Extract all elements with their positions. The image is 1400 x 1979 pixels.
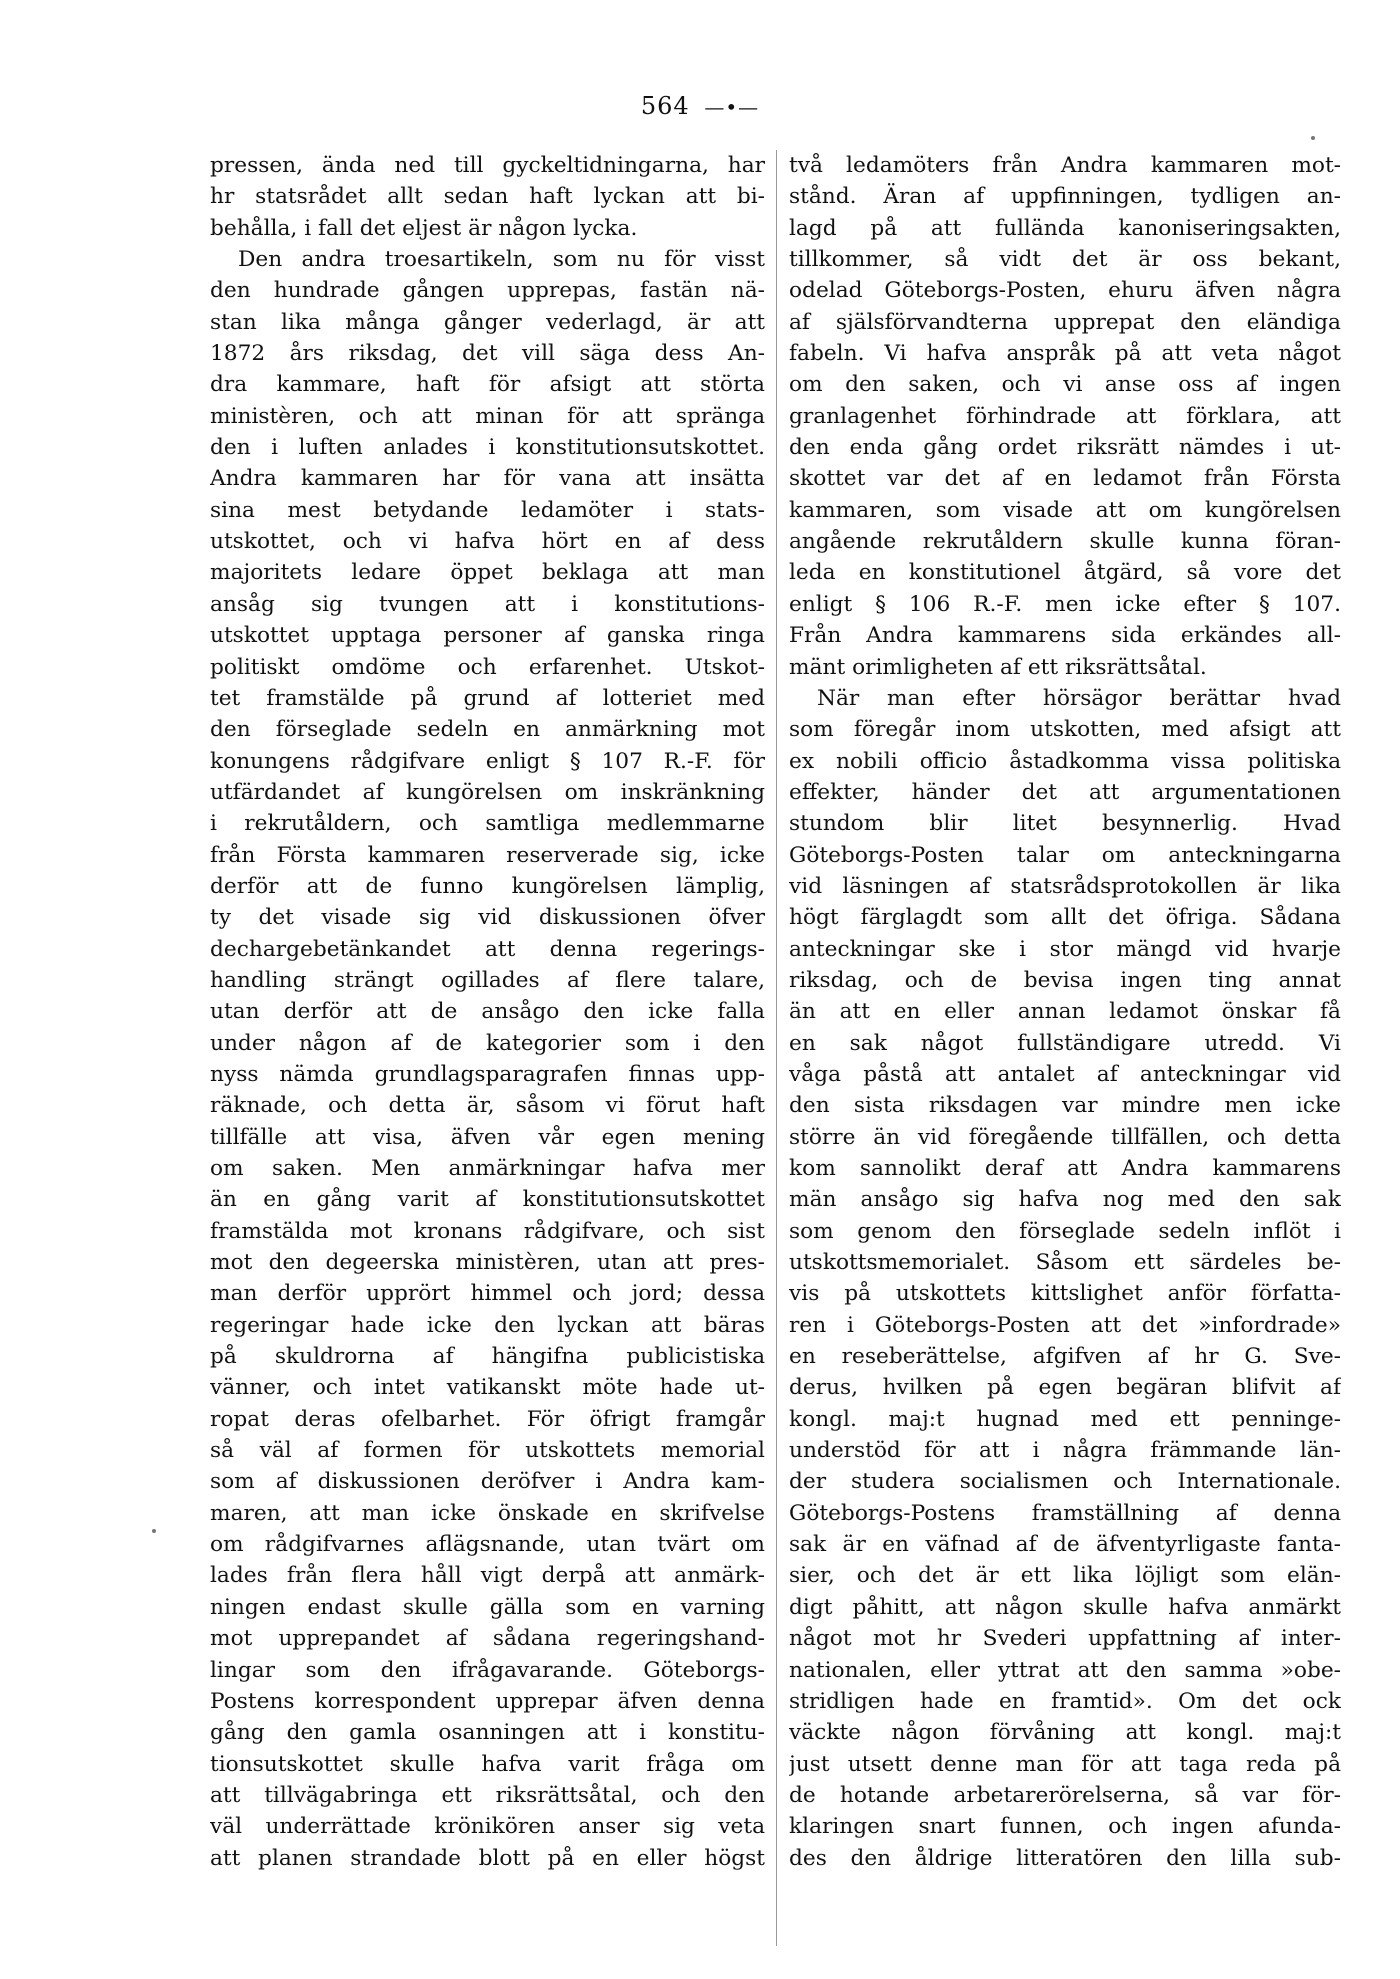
text-line: riksdag, och de bevisa ingen ting annat bbox=[789, 967, 1341, 993]
text-line: än att en eller annan ledamot önskar få bbox=[789, 999, 1341, 1025]
text-line: nyss nämda grundlagsparagrafen finnas upp- bbox=[210, 1061, 765, 1087]
text-line: man derför upprört himmel och jord; dessa bbox=[210, 1281, 765, 1307]
text-line: så väl af formen för utskottets memorial bbox=[210, 1438, 765, 1464]
text-line: nationalen, eller yttrat att den samma »obe- bbox=[789, 1657, 1341, 1683]
text-line: ningen endast skulle gälla som en varning bbox=[210, 1594, 765, 1620]
text-line: en sak något fullständigare utredd. Vi bbox=[789, 1030, 1341, 1056]
text-line: ministèren, och att minan för att spränga bbox=[210, 403, 765, 429]
text-line: att tillvägabringa ett riksrättsåtal, och den bbox=[210, 1782, 765, 1808]
text-line: stånd. Äran af uppfinningen, tydligen an- bbox=[789, 184, 1341, 210]
text-line: utskottsmemorialet. Såsom ett särdeles be- bbox=[789, 1250, 1341, 1276]
text-line: kongl. maj:t hugnad med ett penninge- bbox=[789, 1406, 1341, 1432]
text-line: något mot hr Svederi uppfattning af inter- bbox=[789, 1626, 1341, 1652]
text-line: stridligen hade en framtid». Om det ock bbox=[789, 1688, 1341, 1714]
text-line: politiskt omdöme och erfarenhet. Utskot- bbox=[210, 654, 765, 680]
text-line: på skuldrorna af hängifna publicistiska bbox=[210, 1344, 765, 1370]
text-line: vis på utskottets kittslighet anför författa- bbox=[789, 1281, 1341, 1307]
text-line: handling strängt ogillades af flere talare, bbox=[210, 967, 765, 993]
text-line: som föregår inom utskotten, med afsigt att bbox=[789, 717, 1341, 743]
text-line: af själsförvandterna upprepat den eländiga bbox=[789, 309, 1341, 335]
text-line: större än vid föregående tillfällen, och detta bbox=[789, 1124, 1341, 1150]
text-line: den sista riksdagen var mindre men icke bbox=[789, 1093, 1341, 1119]
text-line: två ledamöters från Andra kammaren mot- bbox=[789, 153, 1341, 178]
text-line: enligt § 106 R.-F. men icke efter § 107. bbox=[789, 591, 1341, 617]
text-line: utfärdandet af kungörelsen om inskränkning bbox=[210, 779, 765, 805]
text-line: anteckningar ske i stor mängd vid hvarje bbox=[789, 936, 1341, 962]
text-line: i rekrutåldern, och samtliga medlemmarne bbox=[210, 811, 765, 837]
text-line: derus, hvilken på egen begäran blifvit af bbox=[789, 1375, 1341, 1401]
text-line: våga påstå att antalet af anteckningar vid bbox=[789, 1061, 1341, 1087]
text-line: majoritets ledare öppet beklaga att man bbox=[210, 560, 765, 586]
text-line: gång den gamla osanningen att i konstitu- bbox=[210, 1720, 765, 1746]
text-line: utskottet, och vi hafva hört en af dess bbox=[210, 529, 765, 555]
text-line: Göteborgs-Posten talar om anteckningarna bbox=[789, 842, 1341, 868]
text-line: maren, att man icke önskade en skrifvelse bbox=[210, 1500, 765, 1526]
text-line: om den saken, och vi anse oss af ingen bbox=[789, 372, 1341, 398]
text-line: Från Andra kammarens sida erkändes all- bbox=[789, 623, 1341, 649]
text-line: kammaren, som visade att om kungörelsen bbox=[789, 497, 1341, 523]
text-line: derför att de funno kungörelsen lämplig, bbox=[210, 873, 765, 899]
text-line: den hundrade gången upprepas, fastän nä- bbox=[210, 278, 765, 304]
text-line: 1872 års riksdag, det vill säga dess An- bbox=[210, 341, 765, 367]
text-line: ropat deras ofelbarhet. För öfrigt framgår bbox=[210, 1406, 765, 1432]
text-line: dra kammare, haft för afsigt att störta bbox=[210, 372, 765, 398]
text-line: räknade, och detta är, såsom vi förut haft bbox=[210, 1093, 765, 1119]
text-line: effekter, händer det att argumentationen bbox=[789, 779, 1341, 805]
text-line: mot den degeerska ministèren, utan att pres- bbox=[210, 1250, 765, 1276]
text-line: tet framstälde på grund af lotteriet med bbox=[210, 685, 765, 711]
right-text-column bbox=[789, 150, 1341, 1970]
text-line: des den åldrige litteratören den lilla sub- bbox=[789, 1845, 1341, 1871]
text-line: Göteborgs-Postens framställning af denna bbox=[789, 1500, 1341, 1526]
text-line: När man efter hörsägor berättar hvad bbox=[817, 685, 1341, 711]
text-line: konungens rådgifvare enligt § 107 R.-F. för bbox=[210, 748, 765, 774]
text-line: regeringar hade icke den lyckan att bäras bbox=[210, 1312, 765, 1338]
text-line: digt påhitt, att någon skulle hafva anmärkt bbox=[789, 1594, 1341, 1620]
text-line: om saken. Men anmärkningar hafva mer bbox=[210, 1156, 765, 1181]
left-text-column bbox=[210, 150, 765, 1970]
text-line: den i luften anlades i konstitutionsutskottet. bbox=[210, 435, 765, 461]
text-line: der studera socialismen och Internationale. bbox=[789, 1469, 1341, 1495]
text-line: vid läsningen af statsrådsprotokollen är lika bbox=[789, 873, 1341, 899]
header-ornament: —•— bbox=[704, 95, 760, 119]
page-header bbox=[0, 92, 1400, 120]
text-line: stan lika många gånger vederlagd, är att bbox=[210, 309, 765, 335]
text-line: Den andra troesartikeln, som nu för visst bbox=[238, 247, 765, 273]
text-line: granlagenhet förhindrade att förklara, att bbox=[789, 403, 1341, 429]
text-line: den enda gång ordet riksrätt nämdes i ut- bbox=[789, 435, 1341, 461]
text-line: ren i Göteborgs-Posten att det »infordrade» bbox=[789, 1312, 1341, 1338]
text-line: som af diskussionen deröfver i Andra kam- bbox=[210, 1469, 765, 1495]
text-line: tionsutskottet skulle hafva varit fråga om bbox=[210, 1751, 765, 1777]
text-line: skottet var det af en ledamot från Första bbox=[789, 466, 1341, 492]
text-line: Postens korrespondent upprepar äfven denna bbox=[210, 1688, 765, 1714]
text-line: ty det visade sig vid diskussionen öfver bbox=[210, 905, 765, 931]
text-line: mot upprepandet af sådana regeringshand- bbox=[210, 1626, 765, 1652]
text-line: väckte någon förvåning att kongl. maj:t bbox=[789, 1720, 1341, 1746]
text-line: vänner, och intet vatikanskt möte hade ut- bbox=[210, 1375, 765, 1401]
text-line: just utsett denne man för att taga reda på bbox=[789, 1751, 1341, 1777]
text-line: dechargebetänkandet att denna regerings- bbox=[210, 936, 765, 962]
text-line: ex nobili officio åstadkomma vissa politiska bbox=[789, 748, 1341, 774]
text-line: understöd för att i några främmande län- bbox=[789, 1438, 1341, 1464]
text-line: sak är en väfnad af de äfventyrligaste fanta- bbox=[789, 1532, 1341, 1558]
text-line: den förseglade sedeln en anmärkning mot bbox=[210, 717, 765, 743]
text-line: lagd på att fullända kanoniseringsakten, bbox=[789, 215, 1341, 241]
text-line: ansåg sig tvungen att i konstitutions- bbox=[210, 591, 765, 617]
text-line: mänt orimligheten af ett riksrättsåtal. bbox=[789, 654, 1207, 680]
text-line: pressen, ända ned till gyckeltidningarna, har bbox=[210, 153, 765, 178]
text-line: utan derför att de ansågo den icke falla bbox=[210, 999, 765, 1025]
text-line: högt färglagdt som allt det öfriga. Sådana bbox=[789, 905, 1341, 931]
text-line: leda en konstitutionel åtgärd, så vore det bbox=[789, 560, 1341, 586]
text-line: under någon af de kategorier som i den bbox=[210, 1030, 765, 1056]
text-line: att planen strandade blott på en eller högst bbox=[210, 1845, 765, 1871]
text-line: stundom blir litet besynnerlig. Hvad bbox=[789, 811, 1341, 837]
print-speck bbox=[152, 1529, 156, 1533]
text-line: från Första kammaren reserverade sig, icke bbox=[210, 842, 765, 868]
print-speck bbox=[1311, 136, 1315, 140]
text-line: utskottet upptaga personer af ganska ringa bbox=[210, 623, 765, 649]
text-line: väl underrättade krönikören anser sig veta bbox=[210, 1814, 765, 1840]
text-line: än en gång varit af konstitutionsutskottet bbox=[210, 1187, 765, 1213]
text-line: lades från flera håll vigt derpå att anmärk- bbox=[210, 1563, 765, 1589]
text-line: en reseberättelse, afgifven af hr G. Sve- bbox=[789, 1344, 1341, 1370]
text-line: män ansågo sig hafva nog med den sak bbox=[789, 1187, 1341, 1213]
text-line: de hotande arbetarerörelserna, så var för- bbox=[789, 1782, 1341, 1808]
text-line: klaringen snart funnen, och ingen afunda- bbox=[789, 1814, 1341, 1840]
text-line: hr statsrådet allt sedan haft lyckan att bi- bbox=[210, 184, 765, 210]
text-line: Andra kammaren har för vana att insätta bbox=[210, 466, 765, 492]
text-line: lingar som den ifrågavarande. Göteborgs- bbox=[210, 1657, 765, 1683]
text-line: framstälda mot kronans rådgifvare, och sist bbox=[210, 1218, 765, 1244]
text-line: angående rekrutåldern skulle kunna föran- bbox=[789, 529, 1341, 555]
text-line: om rådgifvarnes aflägsnande, utan tvärt om bbox=[210, 1532, 765, 1558]
text-line: odelad Göteborgs-Posten, ehuru äfven några bbox=[789, 278, 1341, 304]
text-line: tillkommer, så vidt det är oss bekant, bbox=[789, 247, 1341, 273]
text-line: tillfälle att visa, äfven vår egen mening bbox=[210, 1124, 765, 1150]
text-line: som genom den förseglade sedeln inflöt i bbox=[789, 1218, 1341, 1244]
text-line: sier, och det är ett lika löjligt som elän- bbox=[789, 1563, 1341, 1589]
page-number: 564 bbox=[640, 92, 690, 120]
column-divider bbox=[776, 150, 777, 1946]
text-line: fabeln. Vi hafva anspråk på att veta något bbox=[789, 341, 1341, 367]
text-line: sina mest betydande ledamöter i stats- bbox=[210, 497, 765, 523]
text-line: behålla, i fall det eljest är någon lycka. bbox=[210, 215, 638, 241]
text-line: kom sannolikt deraf att Andra kammarens bbox=[789, 1156, 1341, 1181]
